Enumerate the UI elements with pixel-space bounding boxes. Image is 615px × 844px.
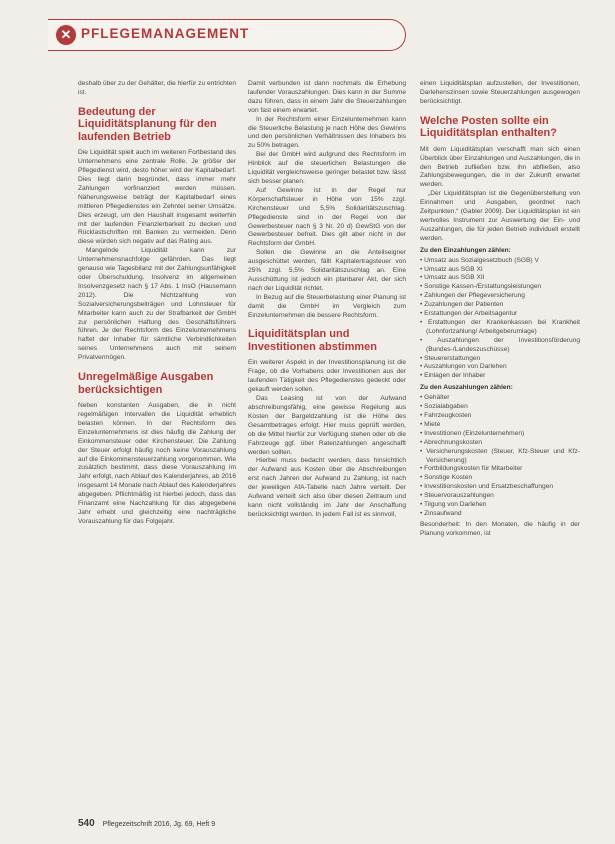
list-item: • Sonstige Kassen-/Erstattungsleistungen — [420, 283, 542, 291]
paragraph: In Bezug auf die Steuerbelastung einer Planung ist damit die GmbH im Vergleich zum Einzelunternehmen die bessere Rechtsform. — [248, 293, 406, 319]
paragraph: Mit dem Liquiditätsplan verschafft man sich einen Überblick über Einzahlungen und Auszahlungen, die in den Betrieb zufließen bzw. ihn abfließen, also Zahlungsbewegungen, die in der Zukunft erwartet werden. — [420, 145, 580, 189]
auszahlungen-list — [420, 394, 580, 519]
list-item: • Steuererstattungen — [420, 354, 481, 362]
list-item: • Zuzahlungen der Patienten — [420, 301, 504, 309]
list-item: • Umsatz aus SGB XII — [420, 274, 485, 282]
page-footer — [78, 818, 215, 829]
paragraph: Ein weiterer Aspekt in der Investitionsplanung ist die Frage, ob die Vorhabens oder Investitionen aus der laufenden Tätigkeit des Pflegedienstes gedeckt oder gekauft werden sollen. — [248, 359, 406, 394]
paragraph: einen Liquiditätsplan aufzustellen, der Investitionen, Darlehenszinsen sowie Steuerzahlungen ausgewogen berücksichtigt. — [420, 80, 580, 105]
paragraph: Bei der GmbH wird aufgrund des Rechtsform im Hinblick auf die steuerlichen Belastungen die Liquidität vergleichsweise geringer belastet bzw. lässt sich besser planen. — [248, 151, 406, 185]
list-item: • Umsatz aus Sozialgesetzbuch (SGB) V — [420, 256, 539, 264]
list-item: • Zahlungen der Pflegeversicherung — [420, 292, 525, 300]
list-item: • Gehälter — [420, 394, 450, 402]
section-logo-icon: ✕ — [56, 25, 76, 45]
paragraph: Das Leasing ist von der Aufwand abschreibungsfähig, eine gewisse Regelung aus Kosten der Bargeldzahlung ist die Höhe des Gesamtbetrages erfolgt. Hier muss geprüft werden, ob die Mittel hierfür zur Verfügung stehen oder ob die Fahrzeuge ggf. über Ratenzahlungen angeschafft werden sollten. — [248, 395, 406, 456]
subheading-auszahlungen: Zu den Auszahlungen zählen: — [420, 384, 513, 392]
list-item: • Investitionen (Einzelunternehmen) — [420, 429, 525, 437]
list-item: • Tilgung von Darlehen — [420, 501, 487, 509]
column-1 — [78, 80, 236, 527]
section-title: PFLEGEMANAGEMENT — [81, 26, 250, 41]
list-item: • Fahrzeugkosten — [420, 412, 472, 419]
list-item: • Einlagen der Inhaber — [420, 372, 486, 380]
paragraph: Die Liquidität spielt auch im weiteren Fortbestand des Unternehmens eine zentrale Rolle. Je größer der Pflegedienst wird, desto höher wird der Kapitalbedarf. Dies liegt darin begründet, dass immer mehr Zahlungen vorfinanziert werden müssen. Näherungsweise beträgt der Kapitalbedarf eines mittleren Pflegedienstes ein Zehntel seiner Umsätze. Dies erzeugt, um den Haushalt insgesamt weiterhin mit der laufenden Finanzierbarkeit zu decken und Rücklastschriften mit Banken zu vermeiden. Denn diese würden sich negativ auf das Rating aus. — [78, 149, 236, 246]
paragraph: Auf Gewinne ist in der Regel nur Körperschaftsteuer in Höhe von 15% zzgl. Kirchensteuer und 5,5% Solidaritätszuschlag. Pflegedienste sind in der Regel von der Gewerbesteuer nach § 3 Nr. 20 d) GewStG von der Gewerbesteuer befreit. Dies gilt aber nicht in der Rechtsform der GmbH. — [248, 186, 406, 248]
list-item: • Investitionskosten und Ersatzbeschaffungen — [420, 483, 554, 491]
column-2 — [248, 80, 406, 520]
list-item: • Umsatz aus SGB XI — [420, 265, 483, 273]
heading-liquiditaetsplanung: Bedeutung der Liquiditätsplanung für den laufenden Betrieb — [78, 105, 217, 143]
list-item: • Auszahlungen von Darlehen — [420, 363, 507, 371]
paragraph: Besonderheit: In den Monaten, die häufig in der Planung vorkommen, ist — [420, 520, 580, 537]
paragraph: Mangelnde Liquidität kann zur Unternehmensnachfolge gefährden. Das liegt genauso wie Tagesbilanz mit der Zahlungsunfähigkeit oder Überschuldung. Insolvenz im allgemeinen Insolvenzgesetz nach § 17 Abs. 1 InsO (Hausemann 2012). Die Nichtzahlung von Sozialversicherungsbeiträgen und Lohnsteuer für Mitarbeiter kann auch zu der Strafbarkeit der GmbH zur persönlichen Haftung des Geschäftsführers führen. Je der Rechtsform des Einzelunternehmens haftet der Inhaber für sämtliche Verbindlichkeiten seines Unternehmens auch mit seinem Privatvermögen. — [78, 247, 236, 362]
list-item: • Miete — [420, 420, 441, 428]
paragraph: Hierbei muss bedacht werden, dass hinsichtlich der Aufwand aus Kosten über die Abschreibungen erst nach Jahren der Aufwand zu Zahlung, ist nach der jeweiligen AfA-Tabelle nach Jahre verteilt. Der Aufwand verteilt sich also über diesen Zeitraum und kann nicht vollständig im Jahr der Anschaffung berücksichtigt werden. In jedem Fall ist es sinnvoll, — [248, 457, 406, 518]
list-item: • Erstattungen der Arbeitsagentur — [420, 310, 518, 318]
paragraph: In der Rechtsform einer Einzelunternehmen kann die Steuerliche Belastung je nach Höhe des Gewinns und den persönlichen Verhältnissen des Inhabers bis zu 50% betragen. — [248, 115, 406, 150]
paragraph: deshalb über zu der Gehälter, die hierfür zu entrichten ist. — [78, 80, 236, 96]
list-item: • Versicherungskosten (Steuer, Kfz-Steuer und Kfz-Versicherung) — [420, 447, 580, 464]
list-item: • Abrechnungskosten — [420, 438, 483, 446]
paragraph: Neben konstanten Ausgaben, die in nicht regelmäßigen Intervallen die Liquidität erheblich belasten können. In der Rechtsform des Einzelunternehmens ist dies häufig die Zahlung der Einkommensteuer oder Kirchensteuer. Die Zahlung der Steuer erfolgt häufig noch keine Vorauszahlung auf die Einkommensteuerzahlung vorgenommen. Wie zusätzlich bestimmt, dass diese Vorauszahlung im Jahr erfolgt, nach Ablauf des Kalenderjahres, ab 2016 insgesamt 14 Monate nach Ablauf des Kalenderjahres abgegeben. Pflichtmäßig ist hierbei jedoch, dass das Finanzamt eine Nachzahlung für das abgegebene Jahr erhebt und gleichzeitig eine nachträgliche Vorauszahlung für das Folgejahr. — [78, 402, 236, 525]
heading-welche-posten: Welche Posten sollte ein Liquiditätsplan enthalten? — [420, 114, 557, 140]
list-item: • Auszahlungen der Investitionsförderung (Bundes-/Landeszuschüsse) — [420, 336, 580, 353]
einzahlungen-list — [420, 257, 580, 382]
journal-citation: Pflegezeitschrift 2016, Jg. 69, Heft 9 — [102, 821, 216, 828]
heading-unregelmaessige-ausgaben: Unregelmäßige Ausgaben berücksichtigen — [78, 371, 214, 396]
paragraph: „Der Liquiditätsplan ist die Gegenüberstellung von Einnahmen und Ausgaben, geordnet nach Zeitpunkten.“ (Gabler 2009). Der Liquiditätsplan ist ein wertvolles Instrument zur Auswertung der Ein- und Auszahlungen, die für jeden Betrieb individuell erstellt werden. — [420, 190, 580, 242]
page-number: 540 — [78, 818, 95, 829]
list-item: • Zinsaufwand — [420, 509, 462, 517]
list-item: • Sozialabgaben — [420, 403, 468, 411]
list-item: • Fortbildungskosten für Mitarbeiter — [420, 465, 523, 473]
paragraph: Sollen die Gewinne an die Anteilseigner ausgeschüttet werden, fällt Kapitalertragsteuer von 25% zzgl. 5,5% Solidaritätszuschlag an. Eine Ausschüttung ist jedoch ein planbarer Akt, der sich nach der Liquidität richtet. — [248, 249, 406, 292]
heading-liquiditaetsplan-investitionen: Liquiditätsplan und Investitionen abstimmen — [248, 328, 377, 353]
list-item: • Sonstige Kosten — [420, 474, 473, 482]
subheading-einzahlungen: Zu den Einzahlungen zählen: — [420, 246, 511, 254]
column-3 — [420, 80, 580, 539]
list-item: • Erstattungen der Krankenkassen bei Krankheit (Lohnfortzahlung/ Arbeitgeberumlage) — [420, 318, 580, 335]
list-item: • Steuervorauszahlungen — [420, 492, 494, 500]
paragraph: Damit verbunden ist dann nochmals die Erhebung laufender Vorauszahlungen. Dies kann in der Summe dazu führen, dass in einem Jahr die Steuerzahlungen von fast einem erwartet. — [248, 80, 406, 114]
